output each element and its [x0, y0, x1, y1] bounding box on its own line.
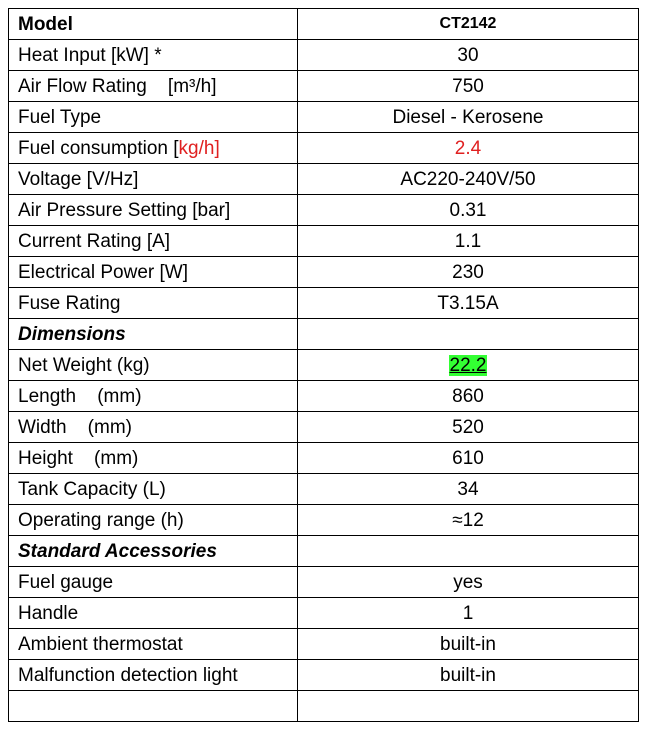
table-row [9, 350, 639, 381]
table-row [9, 257, 639, 288]
row-label: Tank Capacity (L) [9, 474, 298, 505]
row-label: Fuse Rating [9, 288, 298, 319]
table-row [9, 133, 639, 164]
row-label: Fuel gauge [9, 567, 298, 598]
row-value: 0.31 [298, 195, 639, 226]
row-value: 860 [298, 381, 639, 412]
row-value: built-in [298, 660, 639, 691]
row-value [298, 350, 639, 381]
table-row [9, 598, 639, 629]
table-row [9, 443, 639, 474]
row-label: Operating range (h) [9, 505, 298, 536]
row-value: 1.1 [298, 226, 639, 257]
table-row [9, 164, 639, 195]
row-label: Ambient thermostat [9, 629, 298, 660]
table-row [9, 412, 639, 443]
row-label: Net Weight (kg) [9, 350, 298, 381]
row-value: 520 [298, 412, 639, 443]
row-label: Air Pressure Setting [bar] [9, 195, 298, 226]
section-heading: Dimensions [9, 319, 298, 350]
row-label: Height (mm) [9, 443, 298, 474]
row-label [9, 133, 298, 164]
row-label-unit: kg/h] [178, 137, 220, 159]
section-row-accessories [9, 536, 639, 567]
table-row [9, 102, 639, 133]
table-row [9, 195, 639, 226]
row-label: Handle [9, 598, 298, 629]
row-value: Diesel - Kerosene [298, 102, 639, 133]
highlighted-value: 22.2 [449, 354, 487, 376]
row-value: 230 [298, 257, 639, 288]
row-label: Malfunction detection light [9, 660, 298, 691]
table-row [9, 629, 639, 660]
row-label: Width (mm) [9, 412, 298, 443]
spec-table [8, 8, 639, 722]
row-label: Voltage [V/Hz] [9, 164, 298, 195]
row-label-text: Fuel consumption [ [18, 137, 179, 159]
table-row [9, 226, 639, 257]
row-label: Heat Input [kW] * [9, 40, 298, 71]
table-row [9, 660, 639, 691]
row-value: 610 [298, 443, 639, 474]
row-value: ≈12 [298, 505, 639, 536]
empty-cell [298, 691, 639, 722]
row-label: Current Rating [A] [9, 226, 298, 257]
row-value: AC220-240V/50 [298, 164, 639, 195]
row-value: 1 [298, 598, 639, 629]
section-heading: Standard Accessories [9, 536, 298, 567]
row-value: 2.4 [298, 133, 639, 164]
table-row [9, 505, 639, 536]
row-value: built-in [298, 629, 639, 660]
row-value: 750 [298, 71, 639, 102]
row-label: Air Flow Rating [m³/h] [9, 71, 298, 102]
model-label: Model [9, 9, 298, 40]
row-value: 30 [298, 40, 639, 71]
table-row [9, 567, 639, 598]
row-value: yes [298, 567, 639, 598]
row-label: Length (mm) [9, 381, 298, 412]
table-row [9, 71, 639, 102]
table-row [9, 381, 639, 412]
table-row-model [9, 9, 639, 40]
empty-cell [298, 319, 639, 350]
empty-cell [298, 536, 639, 567]
model-value: CT2142 [298, 9, 639, 40]
table-row [9, 474, 639, 505]
row-value: T3.15A [298, 288, 639, 319]
table-row [9, 288, 639, 319]
table-row-empty [9, 691, 639, 722]
table-row [9, 40, 639, 71]
row-label: Electrical Power [W] [9, 257, 298, 288]
section-row-dimensions [9, 319, 639, 350]
row-value: 34 [298, 474, 639, 505]
row-label: Fuel Type [9, 102, 298, 133]
empty-cell [9, 691, 298, 722]
